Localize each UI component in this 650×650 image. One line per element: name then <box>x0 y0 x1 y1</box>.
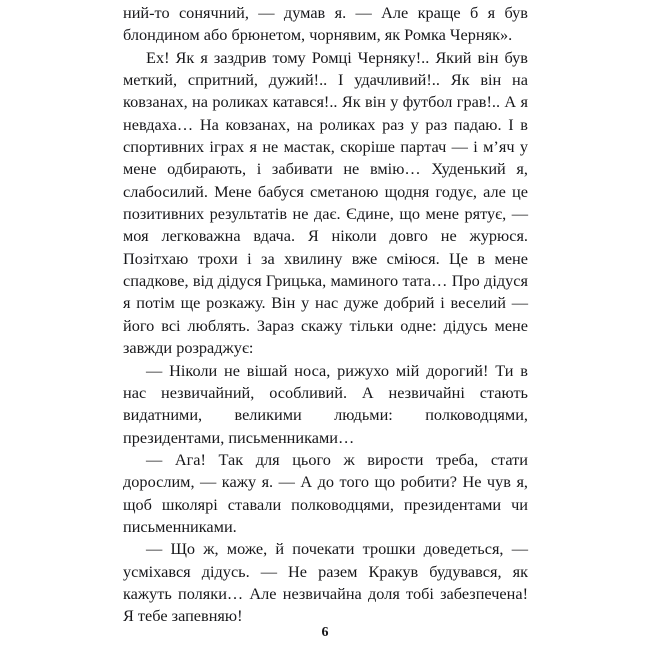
page-number: 6 <box>321 625 329 640</box>
paragraph: ний-то сонячний, — думав я. — Але краще б я був блондином або брюнетом, чорнявим, як Ромка Черняк». <box>123 3 528 45</box>
paragraph: Ех! Як я заздрив тому Ромці Черняку!.. Який він був меткий, спритний, дужий!.. І удачливий!.. Як він на ковзанах, на роликах катався!.. Як він у футбол грав!.. А я невдаха… На ковзанах, на роликах раз у раз падаю. І в спортивних іграх я не мастак, скоріше партач — і м’яч у мене одбирають, і забивати не вмію… Худенький я, слабосилий. Мене бабуся сметаною щодня годує, але це позитивних результатів не дає. Єдине, що мене рятує, — моя легковажна вдача. Я ніколи довго не журюся. Позітхаю трохи і за хвилину вже сміюся. Це в мене спадкове, від дідуся Грицька, маминого тата… Про дідуся я потім ще розкажу. Він у нас дуже добрий і веселий — його всі люблять. Зараз скажу тільки одне: дідусь мене завжди розраджує: <box>123 47 528 358</box>
paragraph: — Що ж, може, й почекати трошки доведеться, — усміхався дідусь. — Не разем Кракув будувався, як кажуть поляки… Але незвичайна доля тобі забезпечена! Я тебе запевняю! <box>123 539 528 626</box>
paragraph: — Ага! Так для цього ж вирости треба, стати дорослим, — кажу я. — А до того що робити? Не чув я, щоб школярі ставали полководцями, президентами чи письменниками. <box>123 449 528 536</box>
text-column <box>123 2 528 628</box>
paragraph: — Ніколи не вішай носа, рижухо мій дорогий! Ти в нас незвичайний, особливий. А незвичайні стають видатними, великими людьми: полководцями, президентами, письменниками… <box>123 360 528 447</box>
